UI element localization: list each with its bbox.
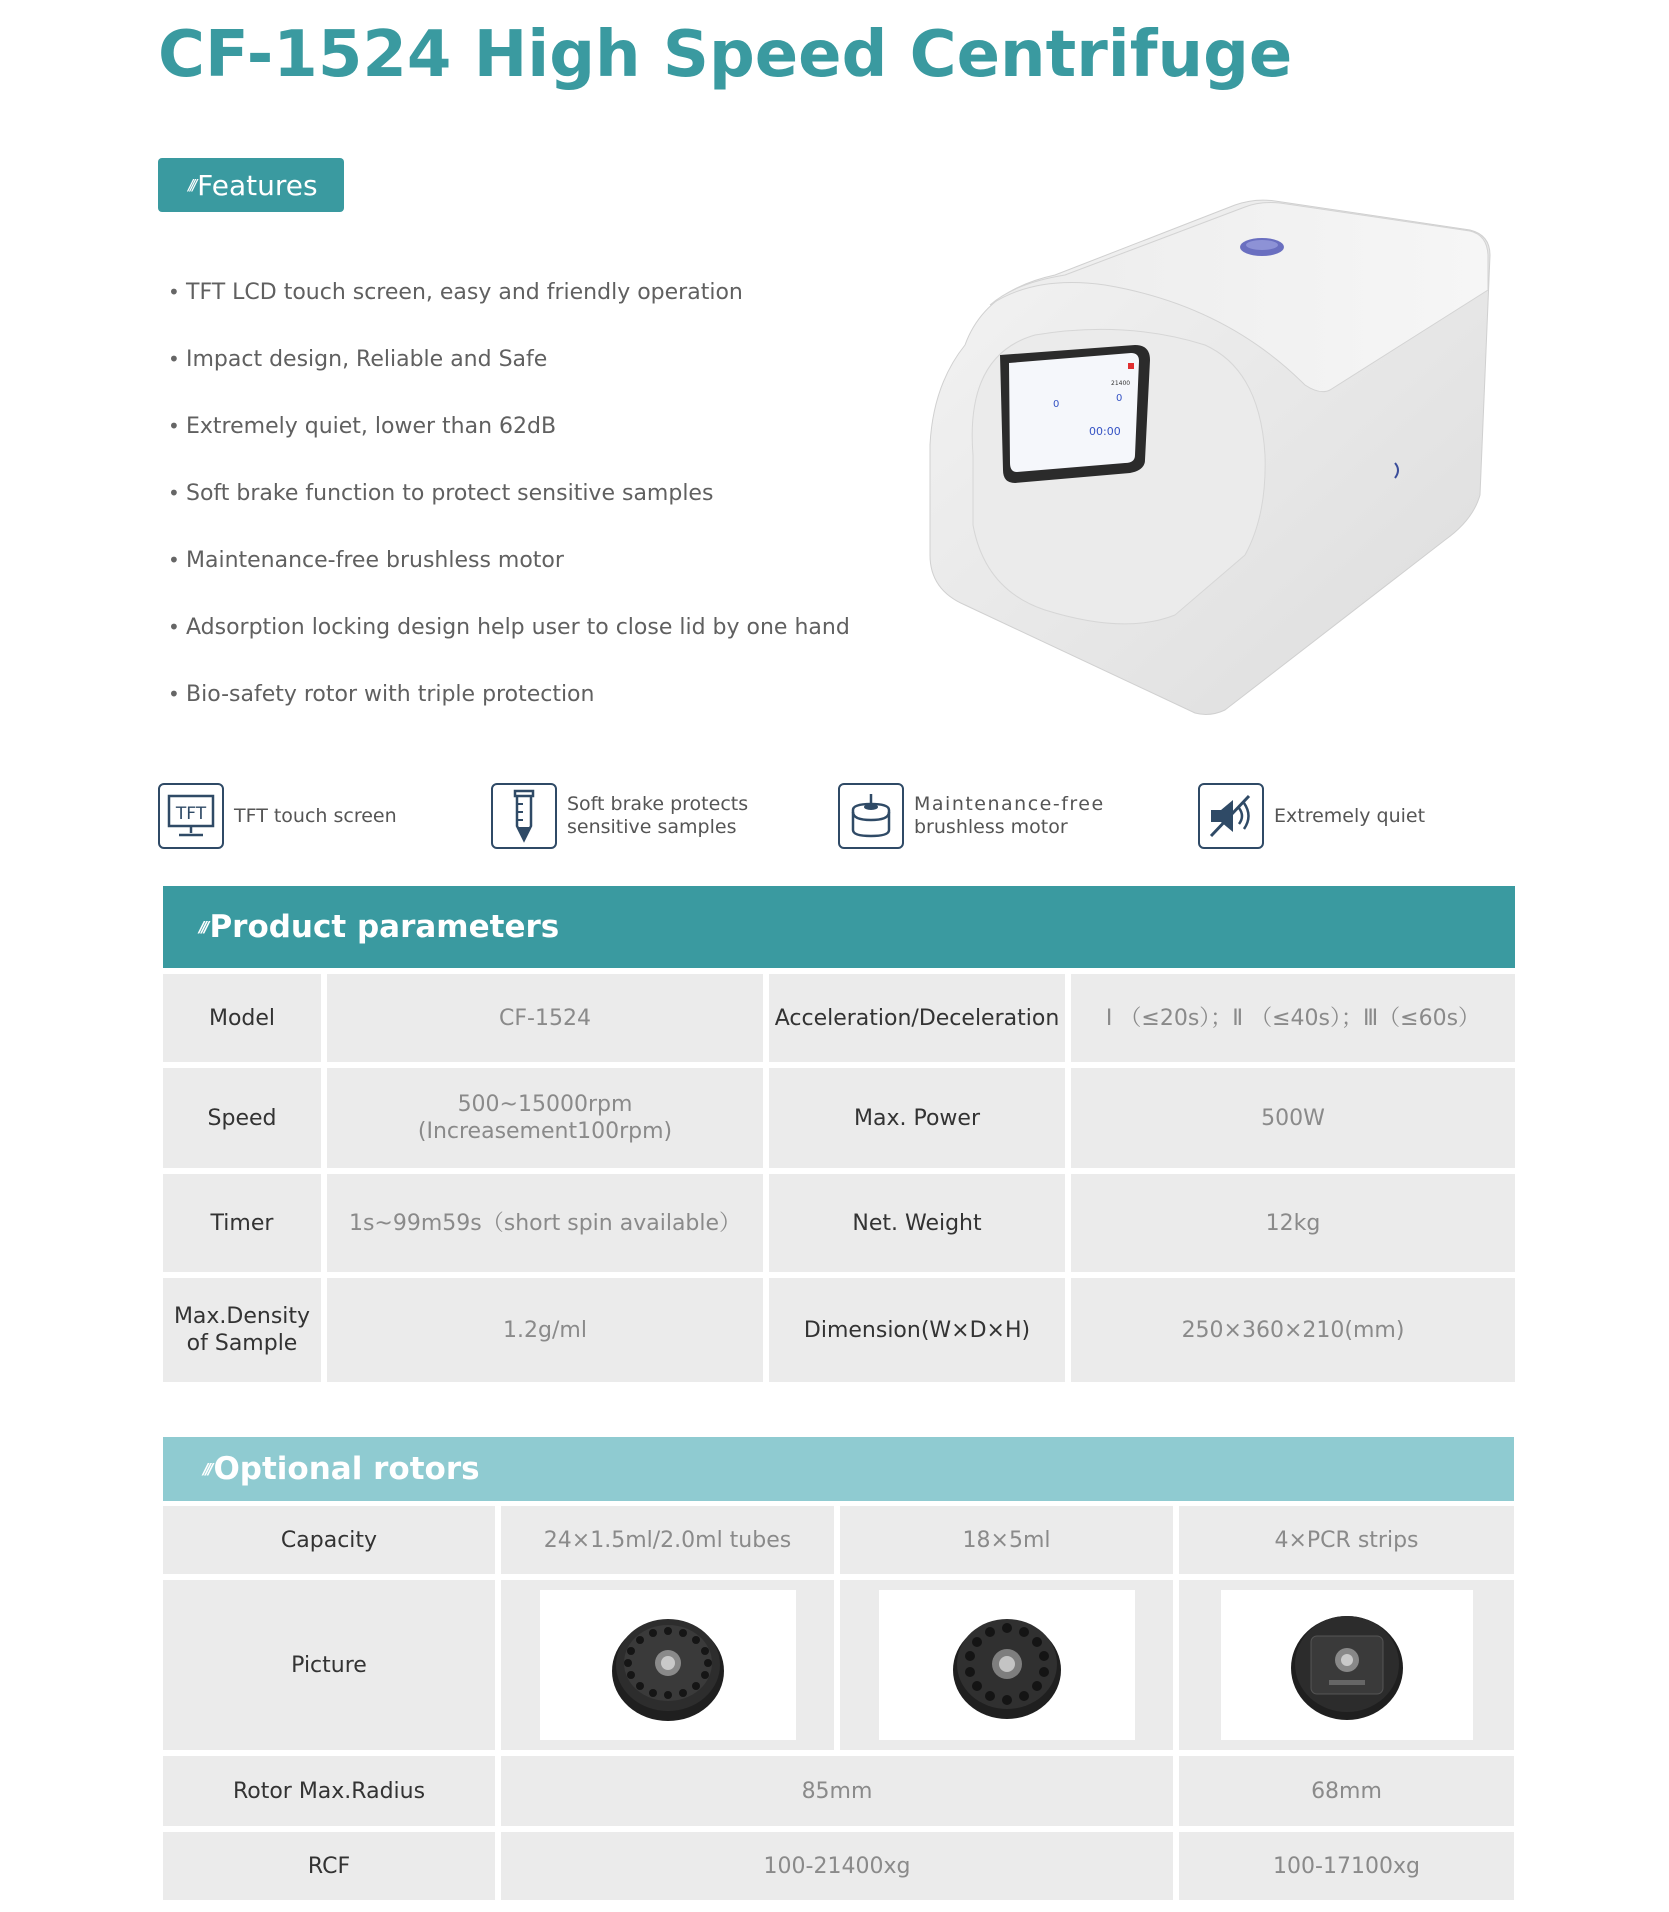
bullet-icon: • [168,347,180,371]
mute-speaker-icon [1198,783,1264,849]
highlight-quiet [1198,783,1425,849]
rotor-picture-label: Picture [163,1580,495,1750]
param-label: Dimension(W×D×H) [769,1278,1065,1382]
rotor-picture-cell [501,1580,834,1750]
rotor-capacity-value: 18×5ml [840,1506,1173,1574]
feature-text: Maintenance-free brushless motor [186,548,564,573]
rotor-capacity-label: Capacity [163,1506,495,1574]
rotor-rcf-value: 100-17100xg [1179,1832,1514,1900]
bullet-icon: • [168,548,180,572]
rotor-capacity-value: 4×PCR strips [1179,1506,1514,1574]
bullet-icon: • [168,414,180,438]
param-value: Ⅰ （≤20s）；Ⅱ （≤40s）；Ⅲ（≤60s） [1071,974,1515,1062]
rotor-picture-cell [840,1580,1173,1750]
feature-item [168,280,850,347]
screen-value-right: 0 [1116,393,1123,404]
page-title: CF-1524 High Speed Centrifuge [158,18,1293,92]
param-label: Max.Density of Sample [163,1278,321,1382]
bullet-icon: • [168,280,180,304]
feature-text: Impact design, Reliable and Safe [186,347,548,372]
param-label: Model [163,974,321,1062]
highlight-text: Extremely quiet [1274,804,1426,827]
rotor-rcf-label: RCF [163,1832,495,1900]
param-label: Net. Weight [769,1174,1065,1272]
optional-rotors-header [163,1437,1514,1501]
svg-text:TFT: TFT [175,804,207,824]
centrifuge-product-image [925,195,1500,715]
highlights-row [158,783,1518,849]
param-value: 250×360×210(mm) [1071,1278,1515,1382]
rotor-capacity-value: 24×1.5ml/2.0ml tubes [501,1506,834,1574]
highlight-tft [158,783,397,849]
feature-item [168,682,850,749]
highlight-text: Soft brake protects sensitive samples [567,793,749,838]
param-label: Acceleration/Deceleration [769,974,1065,1062]
feature-text: Extremely quiet, lower than 62dB [186,414,557,439]
section-title: Optional rotors [213,1451,480,1487]
param-value: CF-1524 [327,974,763,1062]
highlight-soft-brake [491,783,748,849]
rotor-picture-cell [1179,1580,1514,1750]
param-value: 1.2g/ml [327,1278,763,1382]
feature-text: Bio-safety rotor with triple protection [186,682,595,707]
screen-value-left: 0 [1053,399,1060,410]
rotor-rcf-value: 100-21400xg [501,1832,1173,1900]
feature-item [168,347,850,414]
feature-list [168,280,850,749]
rotor-radius-label: Rotor Max.Radius [163,1756,495,1826]
tft-screen-icon [158,783,224,849]
bullet-icon: • [168,481,180,505]
feature-item [168,615,850,682]
section-title: Product parameters [209,909,560,945]
rotor-24-tube-image [540,1590,796,1740]
screen-value-top-right: 21400 [1111,380,1131,387]
param-value: 12kg [1071,1174,1515,1272]
highlight-text: Maintenance-free brushless motor [914,793,1105,838]
highlight-motor [838,783,1105,849]
feature-text: Adsorption locking design help user to close lid by one hand [186,615,850,640]
rotor-pcr-strip-image [1221,1590,1473,1740]
features-tag-label: Features [197,168,318,202]
motor-icon [838,783,904,849]
param-value: 1s~99m59s（short spin available） [327,1174,763,1272]
param-value: 500~15000rpm (Increasement100rpm) [327,1068,763,1168]
rotor-18-tube-image [879,1590,1135,1740]
feature-item [168,548,850,615]
bullet-icon: • [168,682,180,706]
slash-decoration: /// [203,1460,211,1478]
param-label: Max. Power [769,1068,1065,1168]
feature-item [168,481,850,548]
bullet-icon: • [168,615,180,639]
slash-decoration: /// [188,176,195,194]
highlight-text: TFT touch screen [234,804,397,827]
param-label: Speed [163,1068,321,1168]
screen-time: 00:00 [1089,425,1121,438]
rotor-radius-value: 85mm [501,1756,1173,1826]
test-tube-icon [491,783,557,849]
rotor-radius-value: 68mm [1179,1756,1514,1826]
param-value: 500W [1071,1068,1515,1168]
param-label: Timer [163,1174,321,1272]
features-tag [158,158,344,212]
slash-decoration: /// [199,918,207,936]
product-parameters-header [163,886,1515,968]
feature-text: Soft brake function to protect sensitive samples [186,481,714,506]
feature-item [168,414,850,481]
feature-text: TFT LCD touch screen, easy and friendly operation [186,280,743,305]
